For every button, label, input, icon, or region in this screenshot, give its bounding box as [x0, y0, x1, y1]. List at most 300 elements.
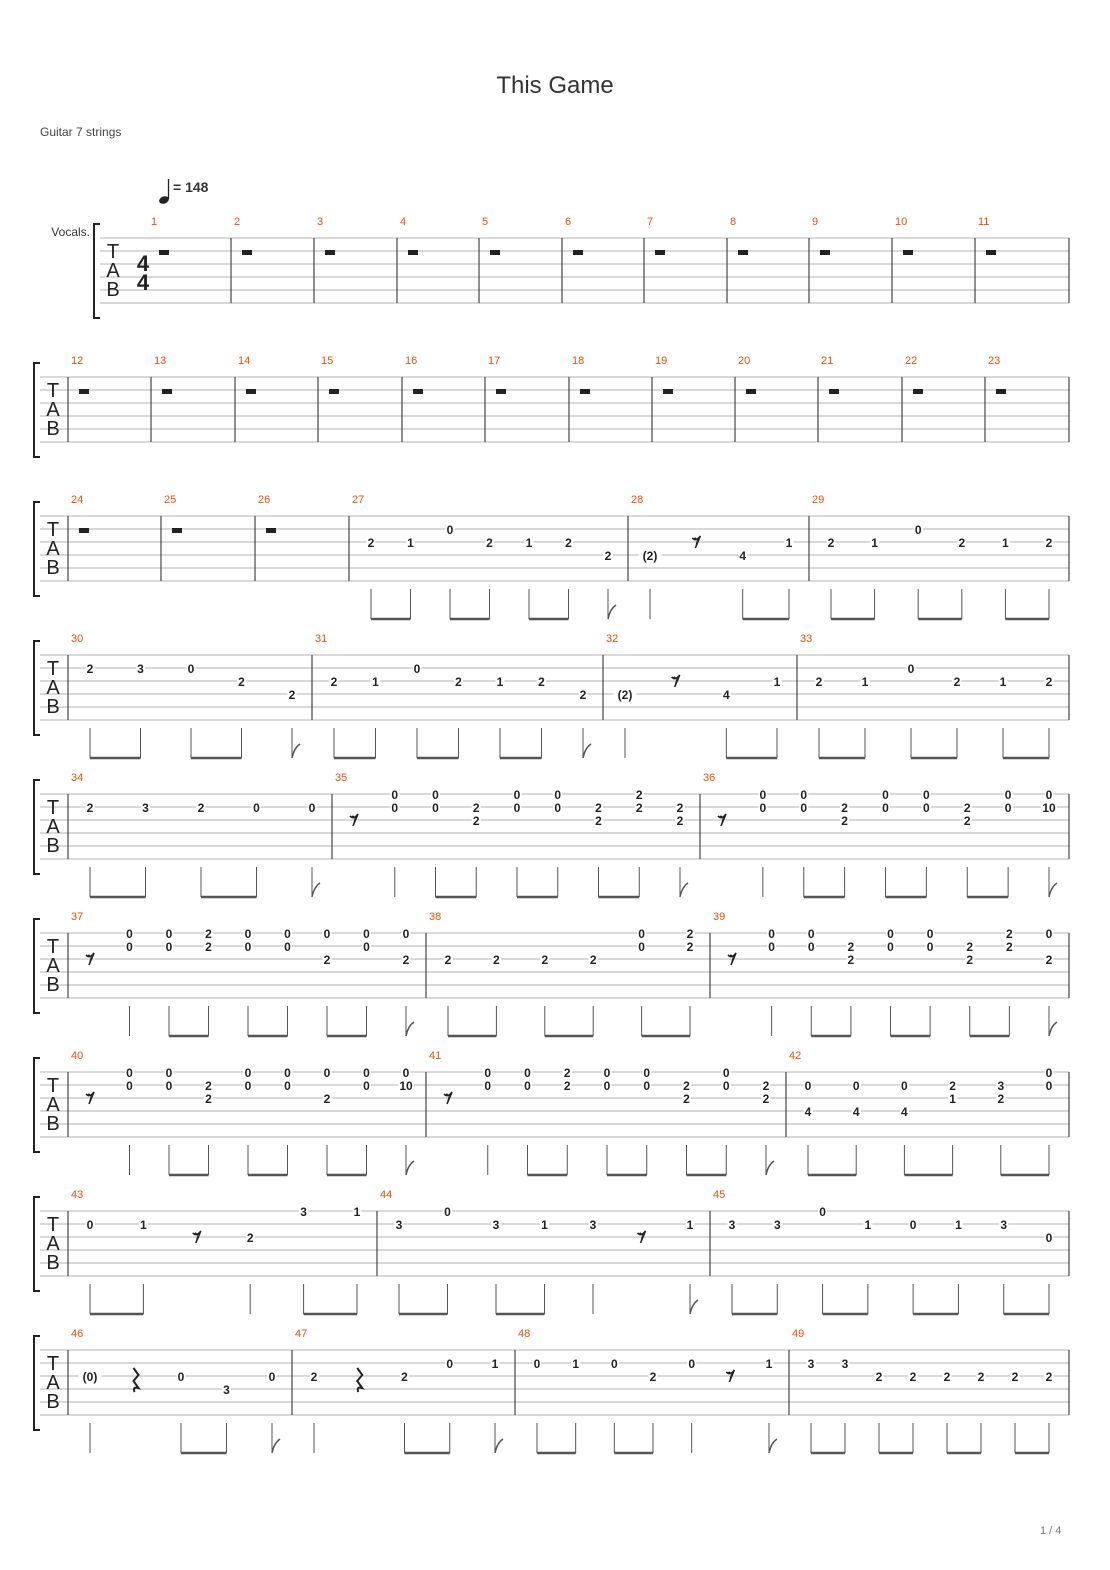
fret-number: 1: [140, 1218, 147, 1232]
fret-number: 0: [323, 1066, 331, 1080]
measure-rest: [820, 250, 830, 255]
tab-clef-t: T: [46, 936, 60, 958]
measure-number: 34: [71, 772, 84, 784]
fret-number: 2: [815, 675, 823, 689]
fret-number: 0: [284, 927, 291, 941]
fret-number: 0: [253, 801, 260, 815]
note-flag: [766, 1161, 774, 1175]
fret-number: 3: [728, 1218, 736, 1232]
fret-number: 2: [205, 940, 212, 954]
fret-number: 10: [1042, 801, 1056, 815]
measure-rest: [413, 389, 423, 394]
fret-number: (2): [617, 688, 633, 702]
fret-number: 2: [323, 1092, 331, 1106]
fret-number: 0: [926, 940, 934, 954]
fret-number: 1: [861, 675, 869, 689]
fret-number: 0: [177, 1370, 185, 1384]
eighth-rest: 𝄾: [194, 1226, 200, 1248]
fret-number: 0: [722, 1079, 730, 1093]
fret-number: 0: [524, 1066, 531, 1080]
fret-number: 3: [997, 1079, 1005, 1093]
fret-number: 0: [804, 1079, 812, 1093]
measure-number: 12: [71, 355, 84, 367]
fret-number: 1: [491, 1357, 499, 1371]
measure-number: 16: [405, 355, 418, 367]
system-bracket: [34, 641, 40, 735]
measure-number: 18: [572, 355, 585, 367]
fret-number: 0: [901, 1079, 908, 1093]
fret-number: 2: [958, 536, 966, 550]
fret-number: 0: [907, 662, 915, 676]
fret-number: 0: [759, 788, 767, 802]
measure-number: 28: [631, 494, 644, 506]
fret-number: 2: [455, 675, 462, 689]
measure-number: 11: [978, 216, 990, 228]
measure-number: 22: [905, 355, 918, 367]
fret-number: 0: [284, 940, 291, 954]
fret-number: 2: [541, 953, 549, 967]
fret-number: 3: [395, 1218, 403, 1232]
fret-number: 1: [864, 1218, 872, 1232]
fret-number: 0: [722, 1066, 730, 1080]
fret-number: 0: [165, 940, 173, 954]
tab-clef-a: A: [46, 955, 60, 977]
fret-number: 0: [914, 523, 922, 537]
fret-number: 2: [563, 1079, 571, 1093]
quarter-rest: [357, 1368, 362, 1392]
fret-number: 2: [1006, 927, 1013, 941]
fret-number: 0: [244, 1079, 252, 1093]
tab-clef-a: A: [106, 260, 120, 282]
measure-number: 25: [164, 494, 177, 506]
fret-number: 2: [330, 675, 338, 689]
fret-number: 2: [966, 953, 974, 967]
fret-number: 2: [966, 940, 974, 954]
time-signature-denominator: 4: [136, 270, 150, 295]
fret-number: 2: [1045, 536, 1053, 550]
fret-number: 1: [955, 1218, 962, 1232]
tab-clef-t: T: [46, 1214, 60, 1236]
fret-number: 2: [238, 675, 245, 689]
fret-number: 2: [444, 953, 452, 967]
measure-number: 23: [988, 355, 1001, 367]
measure-rest: [829, 389, 839, 394]
fret-number: 0: [638, 927, 645, 941]
fret-number: 2: [1011, 1370, 1019, 1384]
system-bracket: [94, 224, 100, 318]
fret-number: (0): [82, 1370, 98, 1384]
fret-number: 2: [472, 814, 480, 828]
fret-number: 2: [86, 801, 94, 815]
tab-system: [34, 494, 1069, 619]
measure-number: 44: [380, 1189, 393, 1201]
measure-rest: [903, 250, 913, 255]
note-flag: [312, 883, 320, 897]
fret-number: 0: [187, 662, 195, 676]
measure-rest: [746, 389, 756, 394]
fret-number: 0: [1045, 1231, 1053, 1245]
measure-rest: [325, 250, 335, 255]
fret-number: 2: [310, 1370, 318, 1384]
fret-number: 2: [595, 814, 602, 828]
eighth-rest: 𝄾: [351, 809, 357, 831]
fret-number: 0: [323, 927, 331, 941]
measure-rest: [242, 250, 252, 255]
fret-number: 2: [1006, 940, 1013, 954]
fret-number: 0: [800, 801, 808, 815]
measure-number: 32: [606, 633, 619, 645]
note-flag: [406, 1022, 414, 1036]
fret-number: 1: [949, 1092, 956, 1106]
fret-number: 2: [323, 953, 331, 967]
fret-number: 0: [446, 523, 454, 537]
fret-number: 3: [137, 662, 144, 676]
fret-number: 0: [244, 927, 252, 941]
fret-number: 1: [686, 1218, 694, 1232]
note-flag: [583, 744, 591, 758]
fret-number: 2: [288, 688, 296, 702]
fret-number: 3: [1000, 1218, 1008, 1232]
fret-number: 2: [205, 1079, 212, 1093]
eighth-rest: 𝄾: [87, 948, 93, 970]
fret-number: 3: [589, 1218, 597, 1232]
fret-number: 0: [165, 927, 173, 941]
fret-number: 2: [875, 1370, 883, 1384]
fret-number: 0: [165, 1066, 173, 1080]
fret-number: 2: [949, 1079, 956, 1093]
fret-number: 1: [765, 1357, 773, 1371]
fret-number: 4: [722, 688, 730, 702]
tab-clef-t: T: [46, 658, 60, 680]
fret-number: 3: [492, 1218, 500, 1232]
measure-rest: [580, 389, 590, 394]
fret-number: 2: [1045, 1370, 1053, 1384]
note-flag: [1049, 1022, 1057, 1036]
note-flag: [292, 744, 300, 758]
track-label: Vocals.: [51, 225, 90, 239]
measure-number: 36: [703, 772, 716, 784]
measure-rest: [266, 528, 276, 533]
measure-number: 10: [895, 216, 908, 228]
fret-number: 2: [841, 801, 848, 815]
fret-number: 4: [852, 1105, 860, 1119]
measure-rest: [162, 389, 172, 394]
fret-number: 1: [496, 675, 504, 689]
fret-number: 0: [524, 1079, 531, 1093]
measure-number: 49: [792, 1328, 805, 1340]
quarter-rest: [134, 1368, 139, 1392]
note-flag: [690, 1300, 698, 1314]
fret-number: 2: [635, 788, 643, 802]
fret-number: 2: [977, 1370, 985, 1384]
measure-rest: [913, 389, 923, 394]
fret-number: 2: [401, 1370, 408, 1384]
fret-number: 2: [367, 536, 375, 550]
measure-number: 31: [315, 633, 328, 645]
measure-number: 7: [647, 216, 654, 228]
fret-number: 0: [554, 801, 562, 815]
fret-number: 2: [1045, 953, 1053, 967]
tab-clef-b: B: [46, 696, 60, 718]
fret-number: 0: [768, 927, 775, 941]
measure-number: 30: [71, 633, 84, 645]
fret-number: 0: [363, 1079, 370, 1093]
fret-number: 2: [997, 1092, 1005, 1106]
tab-clef-a: A: [46, 399, 60, 421]
fret-number: 1: [785, 536, 793, 550]
fret-number: 0: [1045, 1079, 1053, 1093]
tab-system: [34, 911, 1069, 1036]
fret-number: 0: [444, 1205, 451, 1219]
tab-clef-b: B: [46, 418, 60, 440]
eighth-rest: 𝄾: [445, 1087, 451, 1109]
fret-number: 2: [847, 953, 855, 967]
fret-number: 2: [589, 953, 597, 967]
fret-number: 2: [841, 814, 848, 828]
eighth-rest: 𝄾: [693, 531, 699, 553]
fret-number: 0: [1045, 1066, 1053, 1080]
tab-clef-b: B: [46, 557, 60, 579]
measure-number: 26: [258, 494, 271, 506]
fret-number: 3: [773, 1218, 781, 1232]
measure-number: 1: [151, 216, 158, 228]
tab-clef-b: B: [106, 279, 120, 301]
fret-number: 0: [603, 1066, 611, 1080]
tab-clef-t: T: [46, 519, 60, 541]
tab-system: [34, 355, 1069, 457]
measure-number: 19: [655, 355, 668, 367]
measure-number: 40: [71, 1050, 84, 1062]
tab-system: [34, 1328, 1069, 1453]
fret-number: 2: [197, 801, 205, 815]
fret-number: 2: [676, 814, 684, 828]
system-bracket: [34, 502, 40, 596]
fret-number: 0: [391, 801, 399, 815]
fret-number: 2: [486, 536, 493, 550]
tab-clef-b: B: [46, 1391, 60, 1413]
fret-number: 2: [649, 1370, 657, 1384]
note-flag: [495, 1439, 503, 1453]
fret-number: 0: [819, 1205, 826, 1219]
measure-rest: [490, 250, 500, 255]
fret-number: 2: [565, 536, 572, 550]
measure-rest: [738, 250, 748, 255]
fret-number: 2: [205, 927, 212, 941]
note-flag: [272, 1439, 280, 1453]
fret-number: 0: [887, 940, 894, 954]
measure-number: 17: [488, 355, 501, 367]
fret-number: 0: [603, 1079, 611, 1093]
fret-number: 3: [841, 1357, 849, 1371]
fret-number: 2: [579, 688, 587, 702]
fret-number: 0: [638, 940, 645, 954]
fret-number: 4: [804, 1105, 812, 1119]
tab-system: [34, 1050, 1069, 1175]
fret-number: 2: [847, 940, 855, 954]
song-title: This Game: [496, 72, 614, 99]
fret-number: 0: [446, 1357, 454, 1371]
system-bracket: [34, 919, 40, 1013]
tab-clef-b: B: [46, 974, 60, 996]
fret-number: 1: [353, 1205, 361, 1219]
measure-number: 13: [154, 355, 167, 367]
measure-number: 39: [713, 911, 726, 923]
eighth-rest: 𝄾: [729, 948, 735, 970]
fret-number: 1: [999, 675, 1007, 689]
fret-number: 2: [472, 801, 480, 815]
tab-clef-b: B: [46, 1113, 60, 1135]
fret-number: 0: [86, 1218, 94, 1232]
measure-rest: [408, 250, 418, 255]
measure-number: 3: [317, 216, 324, 228]
fret-number: 1: [871, 536, 878, 550]
note-flag: [769, 1439, 777, 1453]
fret-number: 0: [1045, 927, 1053, 941]
fret-number: 0: [1004, 801, 1012, 815]
fret-number: 4: [901, 1105, 908, 1119]
fret-number: 1: [407, 536, 414, 550]
measure-number: 47: [295, 1328, 308, 1340]
measure-number: 41: [429, 1050, 442, 1062]
tempo-value: = 148: [173, 179, 209, 195]
tab-clef-a: A: [46, 538, 60, 560]
fret-number: 0: [807, 940, 815, 954]
tab-clef-a: A: [46, 816, 60, 838]
tab-clef-b: B: [46, 835, 60, 857]
fret-number: 2: [205, 1092, 212, 1106]
tab-system: [34, 1189, 1069, 1314]
fret-number: 2: [683, 1079, 690, 1093]
fret-number: 0: [126, 1066, 133, 1080]
tab-clef-t: T: [46, 1075, 60, 1097]
fret-number: 0: [882, 788, 889, 802]
eighth-rest: 𝄾: [727, 1365, 733, 1387]
system-bracket: [34, 1336, 40, 1430]
tab-system: [34, 633, 1069, 758]
fret-number: 0: [759, 801, 767, 815]
fret-number: 1: [541, 1218, 548, 1232]
measure-number: 21: [821, 355, 834, 367]
fret-number: 1: [372, 675, 379, 689]
fret-number: 0: [244, 1066, 252, 1080]
instrument-label: Guitar 7 strings: [40, 125, 122, 139]
note-flag: [608, 605, 616, 619]
tab-clef-a: A: [46, 1233, 60, 1255]
fret-number: 0: [284, 1066, 291, 1080]
fret-number: 0: [610, 1357, 618, 1371]
measure-rest: [329, 389, 339, 394]
fret-number: 2: [827, 536, 835, 550]
fret-number: 1: [773, 675, 781, 689]
system-bracket: [34, 1197, 40, 1291]
tab-clef-t: T: [46, 380, 60, 402]
fret-number: 0: [926, 927, 934, 941]
fret-number: 0: [768, 940, 775, 954]
tab-clef-t: T: [106, 241, 120, 263]
fret-number: 0: [432, 801, 439, 815]
fret-number: 0: [909, 1218, 917, 1232]
tab-system: [51, 216, 1069, 318]
fret-number: 0: [126, 940, 133, 954]
fret-number: 2: [963, 814, 971, 828]
fret-number: 0: [688, 1357, 696, 1371]
fret-number: 1: [572, 1357, 580, 1371]
measure-number: 14: [238, 355, 251, 367]
fret-number: 2: [762, 1079, 770, 1093]
fret-number: 10: [399, 1079, 413, 1093]
measure-number: 15: [321, 355, 334, 367]
fret-number: 0: [484, 1066, 492, 1080]
measure-number: 33: [800, 633, 813, 645]
fret-number: 0: [432, 788, 439, 802]
measure-rest: [172, 528, 182, 533]
fret-number: 0: [1045, 788, 1053, 802]
fret-number: 2: [1045, 675, 1053, 689]
measure-rest: [996, 389, 1006, 394]
fret-number: 2: [246, 1231, 254, 1245]
fret-number: 0: [513, 788, 521, 802]
note-flag: [1049, 883, 1057, 897]
fret-number: 0: [126, 1079, 133, 1093]
fret-number: 2: [686, 927, 694, 941]
fret-number: 2: [676, 801, 684, 815]
measure-rest: [663, 389, 673, 394]
measure-rest: [573, 250, 583, 255]
fret-number: 0: [887, 927, 894, 941]
tab-clef-b: B: [46, 1252, 60, 1274]
fret-number: 0: [1004, 788, 1012, 802]
measure-number: 20: [738, 355, 751, 367]
fret-number: 0: [126, 927, 133, 941]
fret-number: 2: [686, 940, 694, 954]
tab-clef-a: A: [46, 1372, 60, 1394]
fret-number: 2: [604, 549, 612, 563]
measure-number: 5: [482, 216, 489, 228]
measure-rest: [496, 389, 506, 394]
fret-number: 0: [391, 788, 399, 802]
measure-number: 42: [789, 1050, 802, 1062]
fret-number: 0: [923, 788, 930, 802]
tab-clef-t: T: [46, 1353, 60, 1375]
fret-number: 0: [284, 1079, 291, 1093]
fret-number: 0: [484, 1079, 492, 1093]
measure-rest: [655, 250, 665, 255]
measure-number: 35: [335, 772, 348, 784]
fret-number: 4: [739, 549, 747, 563]
fret-number: 3: [223, 1383, 230, 1397]
fret-number: 2: [635, 801, 643, 815]
fret-number: 2: [563, 1066, 571, 1080]
fret-number: 0: [402, 927, 410, 941]
measure-rest: [159, 250, 169, 255]
fret-number: 0: [363, 1066, 370, 1080]
eighth-rest: 𝄾: [638, 1226, 645, 1248]
tab-clef-a: A: [46, 677, 60, 699]
system-bracket: [34, 780, 40, 874]
fret-number: 2: [953, 675, 961, 689]
measure-rest: [986, 250, 996, 255]
fret-number: 0: [807, 927, 815, 941]
fret-number: 0: [643, 1079, 651, 1093]
fret-number: 0: [268, 1370, 276, 1384]
fret-number: 0: [800, 788, 808, 802]
measure-number: 46: [71, 1328, 84, 1340]
fret-number: 3: [807, 1357, 815, 1371]
fret-number: 0: [923, 801, 930, 815]
measure-number: 38: [429, 911, 442, 923]
fret-number: 2: [683, 1092, 690, 1106]
fret-number: 3: [142, 801, 149, 815]
